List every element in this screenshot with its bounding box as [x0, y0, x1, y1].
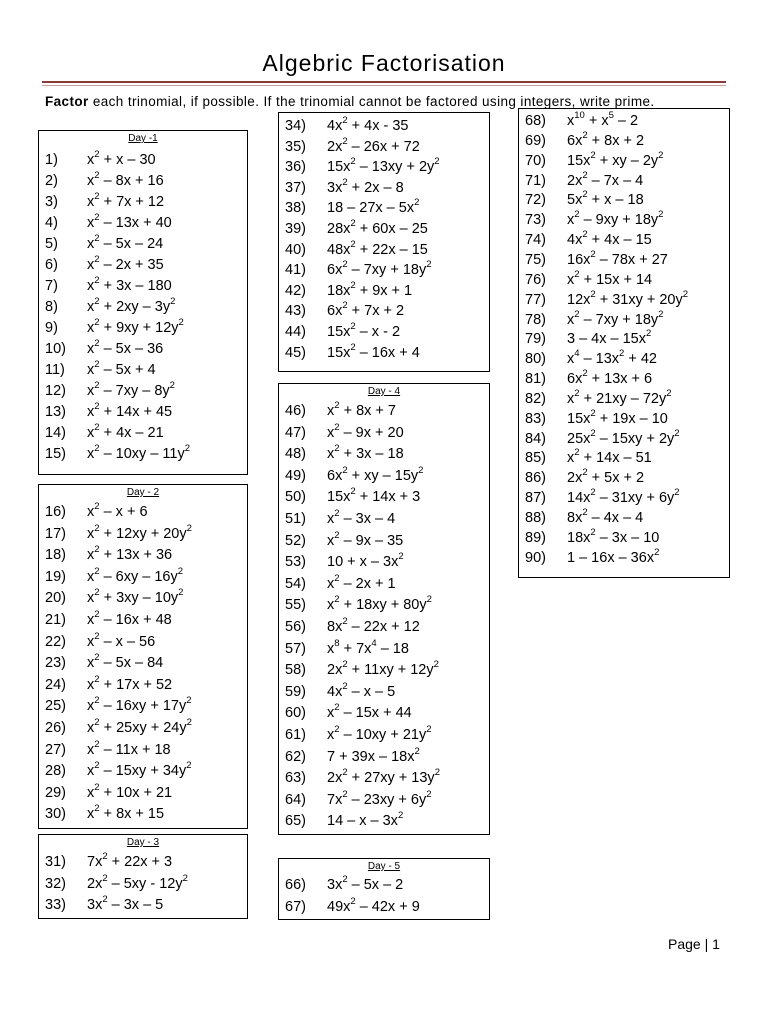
- problem-number: 42): [285, 282, 306, 299]
- problem-number: 50): [285, 489, 306, 506]
- problem-number: 17): [45, 525, 66, 542]
- problem-number: 88): [525, 510, 546, 526]
- trinomial: $4x^2$ – x – 5: [327, 680, 396, 700]
- problem-number: 87): [525, 490, 546, 507]
- problem-number: 72): [525, 192, 546, 209]
- trinomial: $x^2 - 10xy - 11y^2$: [87, 443, 191, 462]
- trinomial: $x^2 + 25xy + 24y^2$: [87, 717, 192, 736]
- trinomial: $4x^2 + 4x - 35$: [327, 115, 409, 134]
- problem-number: 73): [525, 212, 546, 229]
- trinomial: $x^2 - 7xy - 8y^2$: [87, 380, 175, 399]
- trinomial: $x^2 + 17x + 52$: [87, 673, 173, 693]
- problem-number: 70): [525, 152, 546, 169]
- trinomial: 14 – x – $3x^2$: [327, 810, 404, 830]
- trinomial: $18 - 27x - 5x^2$: [327, 197, 420, 217]
- problem-number: 57): [285, 640, 306, 657]
- day-label: Day - 3: [126, 837, 160, 848]
- trinomial: $18x^2 - 3x - 10$: [567, 526, 660, 546]
- trinomial: $28x^2 + 60x - 25$: [327, 218, 428, 237]
- trinomial: $18x^2 + 9x + 1$: [327, 279, 413, 299]
- trinomial: $3 - 4x - 15x^2$: [567, 328, 652, 348]
- trinomial: $2x^2 + 11xy + 12y^2$: [327, 659, 439, 679]
- problem-number: 13): [45, 404, 66, 420]
- problem-number: 38): [285, 200, 306, 217]
- problem-number: 27): [45, 741, 66, 758]
- trinomial: $x^2 + 14x + 45$: [87, 401, 173, 420]
- trinomial: $x^8 + 7x^4 - 18$: [327, 637, 409, 657]
- problem-box: [278, 383, 490, 835]
- trinomial: $x^2 + 13x + 36$: [87, 544, 173, 564]
- trinomial: $8x^2 - 4x - 4$: [567, 507, 644, 526]
- problem-number: 51): [285, 511, 306, 527]
- problem-number: 77): [525, 291, 546, 308]
- problem-number: 18): [45, 547, 66, 564]
- trinomial: $x^2 - 10xy + 21y^2$: [327, 724, 432, 743]
- problem-number: 21): [45, 612, 66, 628]
- problem-number: 44): [285, 324, 306, 340]
- trinomial: $x^2 + 18xy + 80y^2$: [327, 594, 432, 614]
- problem-number: 41): [285, 262, 306, 279]
- trinomial: $1 - 16x - 36x^2$: [567, 546, 660, 566]
- problem-number: 80): [525, 351, 546, 368]
- problem-number: 31): [45, 854, 66, 870]
- trinomial: $7x^2 - 23xy + 6y^2$: [327, 788, 432, 808]
- trinomial: $2x^2 - 7x - 4$: [567, 169, 644, 189]
- page-title: Algebric Factorisation: [262, 50, 506, 76]
- trinomial: $x^2 + 8x + 7$: [327, 400, 396, 419]
- trinomial: $x^2 - 9xy + 18y^2$: [567, 209, 664, 229]
- problem-number: 63): [285, 770, 306, 787]
- problem-number: 12): [45, 383, 66, 399]
- trinomial: $x^2 + x - 30$: [87, 149, 156, 168]
- problem-number: 78): [525, 311, 546, 328]
- problem-number: 64): [285, 791, 306, 808]
- instructions-bold: Factor: [45, 94, 89, 109]
- problem-number: 20): [45, 590, 66, 607]
- problem-number: 65): [285, 813, 306, 830]
- trinomial: $x^2 - 5x - 36$: [87, 338, 164, 357]
- trinomial: $x^2 + 2xy - 3y^2$: [87, 296, 176, 315]
- trinomial: $x^2 - 9x - 35$: [327, 529, 404, 549]
- trinomial: $x^2 + 3xy - 10y^2$: [87, 587, 184, 607]
- trinomial: $x^{10} + x^5 - 2$: [567, 110, 639, 129]
- problem-number: 69): [525, 132, 546, 149]
- trinomial: $3x^2 + 2x - 8$: [327, 176, 404, 196]
- page-number: Page | 1: [668, 936, 720, 952]
- trinomial: $15x^2 + 19x - 10$: [567, 407, 668, 427]
- trinomial: $x^2 + 12xy + 20y^2$: [87, 522, 192, 542]
- problem-number: 47): [285, 424, 306, 441]
- problem-number: 54): [285, 575, 306, 592]
- problem-number: 82): [525, 390, 546, 407]
- trinomial: $2x^2 + 5x + 2$: [567, 467, 645, 487]
- problem-number: 76): [525, 271, 546, 288]
- problem-number: 26): [45, 720, 66, 736]
- trinomial: $10 + x - 3x^2$: [327, 551, 404, 571]
- trinomial: $x^2 - 11x + 18$: [87, 738, 171, 758]
- trinomial: $x^2 - 7xy + 18y^2$: [567, 308, 664, 328]
- problem-number: 24): [45, 676, 66, 693]
- problem-number: 6): [45, 257, 58, 273]
- trinomial: $x^2 - 5x - 84$: [87, 652, 164, 672]
- problem-number: 55): [285, 597, 306, 614]
- problem-box: [278, 858, 490, 920]
- problem-number: 81): [525, 371, 546, 388]
- trinomial: $6x^2 + 8x + 2$: [567, 129, 645, 149]
- day-label: Day - 4: [367, 386, 401, 397]
- instructions: [45, 94, 745, 109]
- title-rule-thin: [42, 85, 726, 86]
- problem-number: 19): [45, 568, 66, 585]
- problem-number: 48): [285, 446, 306, 463]
- problem-number: 58): [285, 662, 306, 679]
- problem-number: 9): [45, 320, 58, 336]
- trinomial: $15x^2 - 13xy + 2y^2$: [327, 156, 440, 176]
- problem-number: 37): [285, 179, 306, 196]
- problem-number: 4): [45, 215, 58, 231]
- problem-number: 23): [45, 655, 66, 672]
- problem-number: 29): [45, 784, 66, 801]
- trinomial: $x^2 - 16x + 48$: [87, 609, 172, 628]
- problem-number: 52): [285, 532, 306, 549]
- problem-number: 67): [285, 898, 306, 915]
- problem-number: 75): [525, 251, 546, 268]
- trinomial: $2x^2 + 27xy + 13y^2$: [327, 767, 440, 787]
- trinomial: $x^2 - 15x + 44$: [327, 702, 412, 722]
- trinomial: $8x^2 - 22x + 12$: [327, 616, 420, 635]
- problem-number: 40): [285, 241, 306, 258]
- trinomial: $x^2 - 16xy + 17y^2$: [87, 695, 192, 715]
- problem-box: [38, 130, 248, 475]
- problem-box: [38, 484, 248, 829]
- trinomial: $x^2 + 21xy - 72y^2$: [567, 387, 672, 407]
- trinomial: $x^2 + 3x - 18$: [327, 443, 404, 463]
- trinomial: $x^2 - 6xy - 16y^2$: [87, 565, 184, 585]
- problem-number: 56): [285, 619, 306, 635]
- trinomial: $x^2 - 8x + 16$: [87, 170, 164, 189]
- problem-box: [518, 108, 730, 578]
- problem-number: 59): [285, 683, 306, 700]
- problem-box: [278, 112, 490, 372]
- trinomial: $x^2 - x + 6$: [87, 501, 148, 520]
- trinomial: $2x^2 - 5xy - 12y^2$: [87, 872, 188, 892]
- problem-number: 71): [525, 172, 546, 189]
- problem-number: 74): [525, 232, 546, 249]
- problem-number: 35): [285, 138, 306, 155]
- problem-number: 5): [45, 236, 58, 252]
- problem-number: 68): [525, 113, 546, 129]
- problem-box: [38, 834, 248, 919]
- trinomial: $x^2 + 9xy + 12y^2$: [87, 317, 184, 336]
- problem-number: 86): [525, 470, 546, 487]
- problem-number: 83): [525, 410, 546, 427]
- problem-number: 16): [45, 504, 66, 520]
- problem-number: 61): [285, 727, 306, 743]
- problem-number: 10): [45, 341, 66, 357]
- trinomial: $x^4 - 13x^2 + 42$: [567, 348, 657, 368]
- trinomial: $4x^2 + 4x - 15$: [567, 229, 652, 249]
- problem-number: 14): [45, 425, 66, 441]
- problem-number: 32): [45, 875, 66, 892]
- problem-number: 66): [285, 877, 306, 893]
- problem-number: 33): [45, 897, 66, 913]
- trinomial: $15x^2 - 16x + 4$: [327, 341, 420, 361]
- title-rule: [42, 81, 726, 83]
- problem-number: 85): [525, 450, 546, 467]
- trinomial: $x^2 - 5x - 24$: [87, 233, 164, 252]
- trinomial: $16x^2 - 78x + 27$: [567, 248, 668, 268]
- trinomial: $15x^2 + 14x + 3$: [327, 486, 421, 506]
- problem-number: 79): [525, 331, 546, 348]
- problem-number: 3): [45, 194, 58, 210]
- trinomial: $x^2 + 10x + 21$: [87, 781, 173, 801]
- problem-number: 53): [285, 554, 306, 571]
- trinomial: $x^2 - 15xy + 34y^2$: [87, 760, 192, 780]
- problem-number: 84): [525, 430, 546, 447]
- trinomial: $6x^2 - 7xy + 18y^2$: [327, 259, 432, 279]
- trinomial: $15x^2$ – x - 2: [327, 321, 401, 340]
- trinomial: $6x^2$ + xy – $15y^2$: [327, 464, 424, 484]
- trinomial: $x^2 + 7x + 12$: [87, 191, 165, 210]
- trinomial: $15x^2$ + xy – $2y^2$: [567, 149, 664, 169]
- trinomial: $x^2 + 15x + 14$: [567, 268, 653, 288]
- problem-number: 28): [45, 763, 66, 780]
- trinomial: $12x^2 + 31xy + 20y^2$: [567, 288, 689, 308]
- problem-number: 49): [285, 467, 306, 484]
- problem-number: 2): [45, 173, 58, 189]
- trinomial: $6x^2 + 7x + 2$: [327, 300, 405, 320]
- trinomial: $5x^2 + x - 18$: [567, 189, 644, 209]
- problem-number: 46): [285, 403, 306, 419]
- problem-number: 45): [285, 344, 306, 361]
- problem-number: 8): [45, 299, 58, 315]
- trinomial: $x^2 + 14x - 51$: [567, 447, 652, 467]
- problem-number: 30): [45, 806, 66, 823]
- problem-number: 1): [45, 152, 58, 168]
- trinomial: $x^2 - 2x + 35$: [87, 254, 164, 273]
- trinomial: $x^2 - 9x + 20$: [327, 421, 404, 441]
- problem-number: 22): [45, 633, 66, 650]
- day-label: Day - 2: [126, 487, 160, 498]
- day-label: Day -1: [128, 133, 158, 144]
- trinomial: $14x^2 - 31xy + 6y^2$: [567, 487, 680, 507]
- trinomial: $x^2 - 3x - 4$: [327, 508, 396, 527]
- trinomial: $x^2$ – x – 56: [87, 630, 156, 650]
- problem-number: 25): [45, 698, 66, 715]
- problem-number: 15): [45, 446, 66, 462]
- trinomial: $6x^2 + 13x + 6$: [567, 368, 653, 388]
- problem-number: 60): [285, 705, 306, 722]
- trinomial: $3x^2 - 3x - 5$: [87, 894, 164, 913]
- trinomial: $49x^2 - 42x + 9$: [327, 895, 420, 915]
- trinomial: $x^2 + 8x + 15$: [87, 803, 165, 823]
- problem-number: 89): [525, 529, 546, 546]
- problem-number: 34): [285, 118, 306, 134]
- trinomial: $7x^2 + 22x + 3$: [87, 851, 173, 870]
- problem-number: 90): [525, 549, 546, 566]
- trinomial: $x^2 + 3x - 180$: [87, 275, 172, 294]
- problem-number: 43): [285, 303, 306, 320]
- trinomial: $x^2 - 13x + 40$: [87, 212, 172, 231]
- problem-number: 11): [45, 362, 65, 378]
- trinomial: $x^2 - 2x + 1$: [327, 572, 396, 592]
- problem-number: 39): [285, 221, 306, 237]
- trinomial: $2x^2 - 26x + 72$: [327, 135, 420, 155]
- day-label: Day - 5: [367, 861, 401, 872]
- problem-number: 62): [285, 748, 306, 765]
- problem-number: 7): [45, 278, 58, 294]
- trinomial: $3x^2 - 5x - 2$: [327, 874, 404, 893]
- problem-number: 36): [285, 159, 306, 176]
- instructions-text: each trinomial, if possible. If the trinomial cannot be factored using integers, write prime.: [88, 94, 655, 109]
- trinomial: $7 + 39x - 18x^2$: [327, 745, 420, 765]
- trinomial: $x^2 + 4x - 21$: [87, 422, 164, 441]
- trinomial: $48x^2 + 22x - 15$: [327, 238, 428, 258]
- trinomial: $x^2 - 5x + 4$: [87, 359, 156, 378]
- trinomial: $25x^2 - 15xy + 2y^2$: [567, 427, 680, 447]
